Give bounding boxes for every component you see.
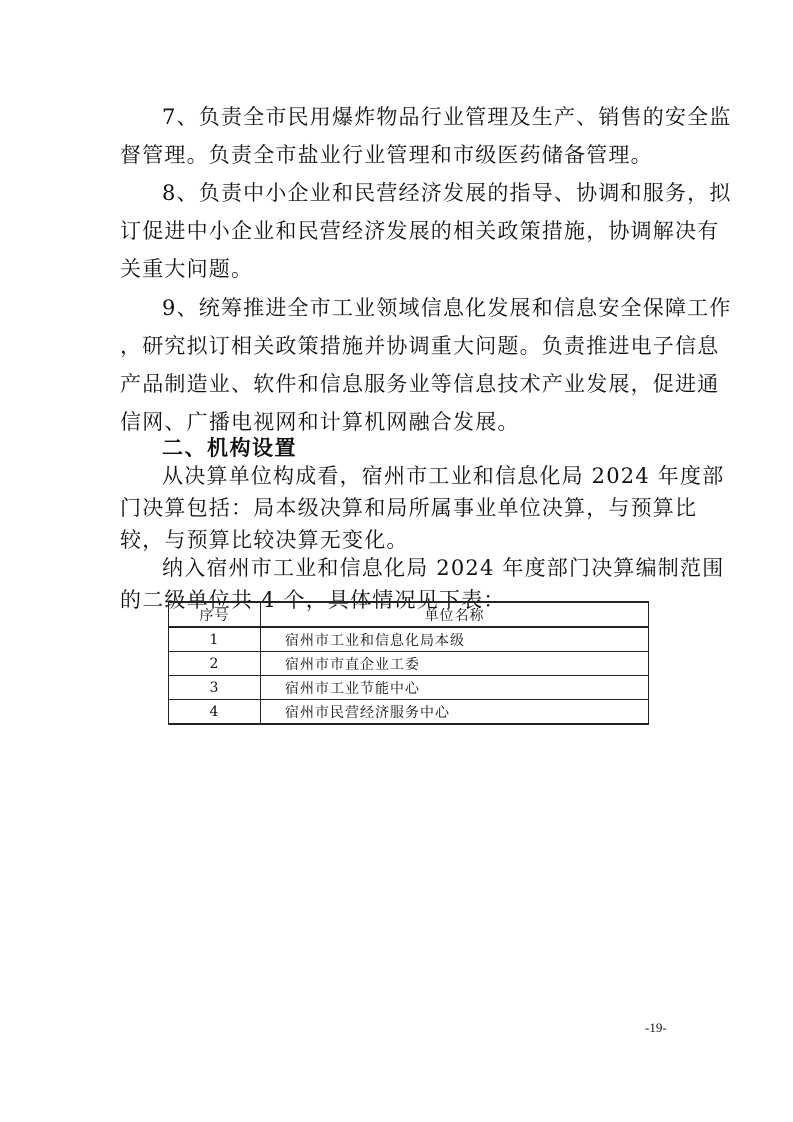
section-heading: 二、机构设置 xyxy=(162,436,297,460)
table-row xyxy=(169,676,649,700)
table-row xyxy=(169,700,649,725)
paragraph-line: 8、负责中小企业和民营经济发展的指导、协调和服务，拟 xyxy=(162,181,732,205)
paragraph-line: 从决算单位构成看，宿州市工业和信息化局 2024 年度部 xyxy=(162,464,725,488)
paragraph-line: 门决算包括：局本级决算和局所属事业单位决算，与预算比 xyxy=(120,496,698,520)
cell-serial-number: 2 xyxy=(169,652,261,676)
paragraph-item-9 xyxy=(120,289,732,441)
paragraph-line: 9、统筹推进全市工业领域信息化发展和信息安全保障工作 xyxy=(162,296,732,320)
paragraph-line: 的二级单位共 4 个，具体情况见下表： xyxy=(120,588,506,612)
header-unit-name: 单位名称 xyxy=(261,602,649,627)
paragraph-line: 关重大问题。 xyxy=(120,257,254,281)
cell-unit-name: 宿州市民营经济服务中心 xyxy=(261,700,649,725)
table-row xyxy=(169,652,649,676)
paragraph-scope xyxy=(120,460,725,556)
cell-unit-name: 宿州市市直企业工委 xyxy=(261,652,649,676)
table-header-row xyxy=(169,602,649,627)
paragraph-line: 纳入宿州市工业和信息化局 2024 年度部门决算编制范围 xyxy=(162,556,725,580)
cell-serial-number: 4 xyxy=(169,700,261,725)
header-serial-number: 序号 xyxy=(169,602,261,627)
paragraph-line: ，研究拟订相关政策措施并协调重大问题。负责推进电子信息 xyxy=(120,334,720,358)
cell-unit-name: 宿州市工业和信息化局本级 xyxy=(261,627,649,652)
cell-unit-name: 宿州市工业节能中心 xyxy=(261,676,649,700)
paragraph-line: 7、负责全市民用爆炸物品行业管理及生产、销售的安全监 xyxy=(162,105,732,129)
paragraph-item-8 xyxy=(120,174,732,288)
paragraph-item-7 xyxy=(120,98,732,174)
paragraph-line: 督管理。负责全市盐业行业管理和市级医药储备管理。 xyxy=(120,143,653,167)
page-number: -19- xyxy=(645,1020,667,1035)
paragraph-line: 订促进中小企业和民营经济发展的相关政策措施，协调解决有 xyxy=(120,219,720,243)
paragraph-line: 产品制造业、软件和信息服务业等信息技术产业发展，促进通 xyxy=(120,372,720,396)
cell-serial-number: 1 xyxy=(169,627,261,652)
table-row xyxy=(169,627,649,652)
cell-serial-number: 3 xyxy=(169,676,261,700)
paragraph-line: 信网、广播电视网和计算机网融合发展。 xyxy=(120,410,520,434)
units-table xyxy=(168,601,649,725)
paragraph-line: 较，与预算比较决算无变化。 xyxy=(120,528,409,552)
